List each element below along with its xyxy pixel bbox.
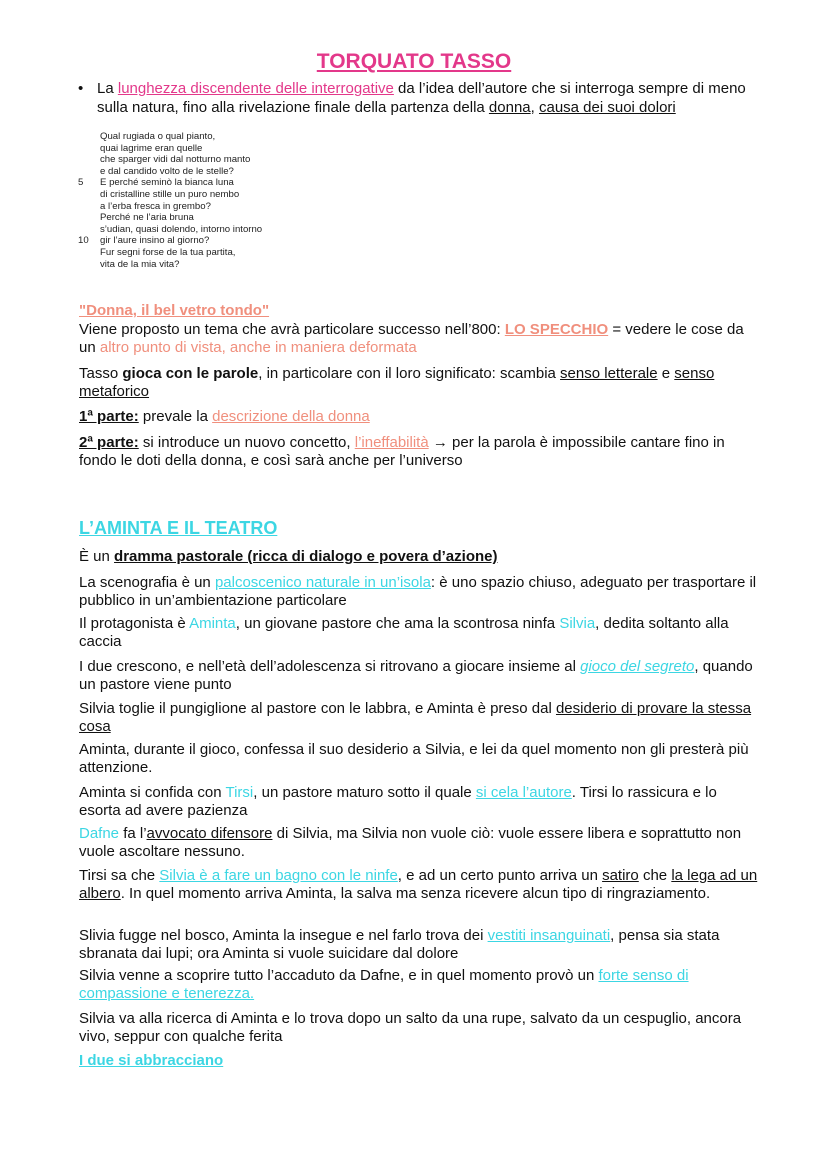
- poem-line: 10 gir l’aure insino al giorno?: [78, 235, 210, 247]
- paragraph-satiro: Tirsi sa che Silvia è a fare un bagno con le ninfe, e ad un certo punto arriva un satiro che la lega ad un albero. In quel momento arriva Aminta, la salva ma senza ricevere alcun tipo di ringraziamento.: [79, 867, 758, 902]
- paragraph-dafne: Dafne fa l’avvocato difensore di Silvia, ma Silvia non vuole ciò: vuole essere libera e soprattutto non vuole ascoltare nessuno.: [79, 825, 742, 860]
- poem-line: e dal candido volto de le stelle?: [100, 165, 234, 177]
- poem-line: Perché ne l’aria bruna: [100, 212, 194, 224]
- poem-line: quai lagrime eran quelle: [100, 142, 203, 154]
- poem-line: Fur segni forse de la tua partita,: [100, 246, 236, 258]
- bullet-dot: •: [78, 80, 84, 97]
- paragraph-prima-parte: 1ª parte: prevale la descrizione della donna: [79, 408, 370, 425]
- paragraph-seconda-parte: 2ª parte: si introduce un nuovo concetto, l’ineffabilità → per la parola è impossibile cantare fino in fondo le doti della donna, e così sarà anche per l’universo: [79, 434, 725, 469]
- poem-line: di cristalline stille un puro nembo: [100, 188, 240, 200]
- paragraph-tirsi: Aminta si confida con Tirsi, un pastore maturo sotto il quale si cela l’autore. Tirsi lo rassicura e lo esorta ad avere pazienza: [79, 784, 717, 819]
- paragraph-confessa: Aminta, durante il gioco, confessa il suo desiderio a Silvia, e lei da quel momento non gli presterà più attenzione.: [79, 741, 749, 776]
- highlight-interrogative: lunghezza discendente delle interrogative: [117, 80, 394, 97]
- paragraph-compassione: Silvia venne a scoprire tutto l’accaduto da Dafne, e in quel momento provò un forte senso di compassione e tenerezza.: [79, 967, 689, 1002]
- paragraph-dramma: È un dramma pastorale (ricca di dialogo e povera d’azione): [79, 548, 498, 565]
- paragraph-scenografia: La scenografia è un palcoscenico naturale in un’isola: è uno spazio chiuso, adeguato per trasportare il pubblico in un’ambientazione particolare: [79, 574, 757, 609]
- paragraph-abbracciano: I due si abbracciano: [79, 1052, 224, 1069]
- paragraph-ricerca: Silvia va alla ricerca di Aminta e lo trova dopo un salto da una rupe, salvato da un cespuglio, ancora vivo, seppur con qualche ferita: [79, 1010, 742, 1045]
- poem-line: che sparger vidi dal notturno manto: [100, 154, 251, 166]
- page-title: TORQUATO TASSO: [316, 50, 512, 73]
- bullet-paragraph: • La lunghezza discendente delle interrogative da l’idea dell’autore che si interroga sempre di meno sulla natura, fino alla rivelazione finale della partenza della donna, causa dei suoi dolori: [78, 80, 746, 116]
- poem-line: Qual rugiada o qual pianto,: [100, 131, 216, 142]
- poem-line: vita de la mia vita?: [100, 258, 180, 270]
- heading-donna: "Donna, il bel vetro tondo": [79, 302, 270, 319]
- poem-line: 5 E perché seminò la bianca luna: [78, 177, 234, 189]
- paragraph-protagonista: Il protagonista è Aminta, un giovane pastore che ama la scontrosa ninfa Silvia, dedita soltanto alla caccia: [79, 615, 729, 650]
- paragraph-crescono: I due crescono, e nell’età dell’adolescenza si ritrovano a giocare insieme al gioco del segreto, quando un pastore viene punto: [79, 658, 753, 693]
- paragraph-specchio: Viene proposto un tema che avrà particolare successo nell’800: LO SPECCHIO = vedere le cose da un altro punto di vista, anche in maniera deformata: [79, 321, 744, 356]
- paragraph-fuga: Slivia fugge nel bosco, Aminta la insegue e nel farlo trova dei vestiti insanguinati, pensa sia stata sbranata dai lupi; ora Aminta si vuole suicidare dal dolore: [79, 927, 720, 962]
- paragraph-gioca: Tasso gioca con le parole, in particolare con il loro significato: scambia senso letterale e senso metaforico: [79, 365, 715, 400]
- paragraph-pungiglione: Silvia toglie il pungiglione al pastore con le labbra, e Aminta è preso dal desiderio di provare la stessa cosa: [79, 700, 752, 735]
- poem-line: s’udian, quasi dolendo, intorno intorno: [100, 223, 263, 235]
- poem-excerpt: [78, 131, 262, 270]
- heading-aminta: L’AMINTA E IL TEATRO: [79, 518, 278, 538]
- poem-line: a l’erba fresca in grembo?: [100, 200, 211, 212]
